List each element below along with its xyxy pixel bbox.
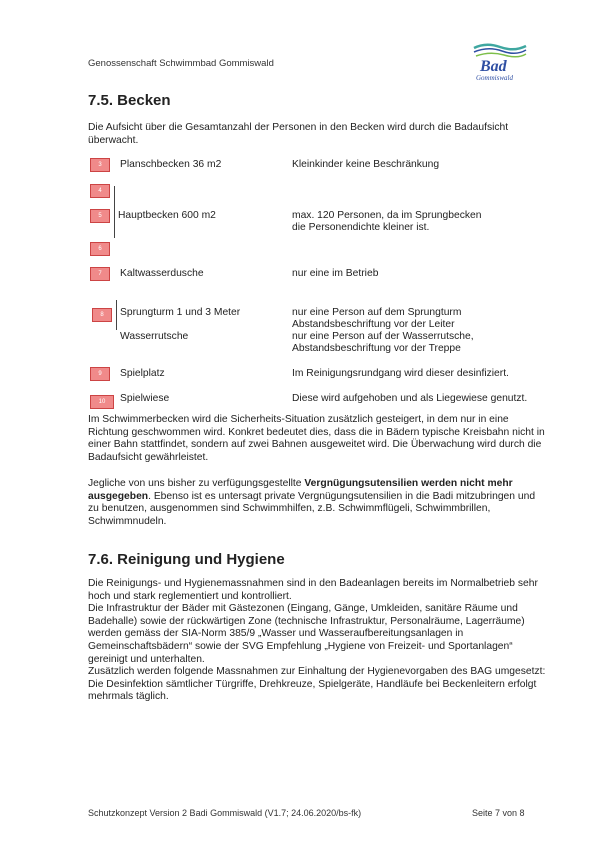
becken-intro: Die Aufsicht über die Gesamtanzahl der Personen in den Becken wird durch die Badaufsicht überwacht. xyxy=(88,122,509,146)
hygiene-line-3: Zusätzlich werden folgende Massnahmen zur Einhaltung der Hygienevorgaben des BAG umgesetzt: xyxy=(88,666,546,678)
section-title-becken: 7.5. Becken xyxy=(88,92,171,109)
hygiene-line-1: Die Reinigungs- und Hygienemassnahmen sind in den Badeanlagen bereits im Normalbetrieb sehr hoch und stark reglementiert und kontrolliert. xyxy=(88,578,538,602)
pool-desc-wasserrutsche-2: Abstandsbeschriftung vor der Treppe xyxy=(292,343,461,354)
pool-name-wasserrutsche: Wasserrutsche xyxy=(120,331,189,342)
paragraph-hygiene xyxy=(88,578,548,704)
pool-badge-7: 7 xyxy=(90,267,110,281)
pool-name-kaltwasserdusche: Kaltwasserdusche xyxy=(120,268,204,279)
hygiene-line-2: Die Infrastruktur der Bäder mit Gästezonen (Eingang, Gänge, Umkleiden, sanitäre Räume und Badehalle) sowie der rückwärtigen Zone (technische Infrastruktur, Personalräume, Lagerräume) werden gemäss der SIA-Norm 385/9 „Wasser und Wasseraufbereitungsanlagen in Gemeinschaftsbädern“ sowie der SVG Empfehlung „Hygiene von Freizeit- und Sportanlagen“ gereinigt und unterhalten. xyxy=(88,603,525,665)
pool-desc-spielplatz: Im Reinigungsrundgang wird dieser desinfiziert. xyxy=(292,368,509,379)
pool-desc-kaltwasserdusche: nur eine im Betrieb xyxy=(292,268,379,279)
hygiene-line-4: Die Desinfektion sämtlicher Türgriffe, Drehkreuze, Spielgeräte, Handläufe bei Beckenleitern erfolgt mehrmals täglich. xyxy=(88,678,537,703)
pool-badge-8: 8 xyxy=(92,308,112,322)
bracket-sprungturm xyxy=(116,300,117,330)
pool-badge-5: 5 xyxy=(90,209,110,223)
paragraph-vergnuegungsutensilien-bold: Vergnügungsutensilien werden nicht mehr ausgegeben xyxy=(88,478,513,502)
pool-desc-wasserrutsche-1: nur eine Person auf der Wasserrutsche, xyxy=(292,331,474,342)
paragraph-vergnuegungsutensilien-b: . Ebenso ist es untersagt private Vergnügungsutensilien in die Badi mitzubringen und zu benutzen, ausgenommen sind Schwimmhilfen, z.B. Schwimmflügeli, Schwimmbrillen, Schwimmnudeln. xyxy=(88,490,536,527)
pool-badge-10: 10 xyxy=(90,395,114,409)
section-title-hygiene: 7.6. Reinigung und Hygiene xyxy=(88,551,285,568)
pool-desc-hauptbecken-2: die Personendichte kleiner ist. xyxy=(292,222,430,233)
paragraph-schwimmerbecken: Im Schwimmerbecken wird die Sicherheits-Situation zusätzlich gesteigert, in dem nur in eine Richtung geschwommen wird. Konkret bedeutet dies, dass die in Bädern typische Kreisbahn nicht in einer Bahn stattfindet, sondern auf zwei Bahnen ausgeweitet wird. Die Überwachung wird durch die Badaufsicht gewährleistet. xyxy=(88,414,545,463)
logo-text-main: Bad xyxy=(480,58,507,75)
pool-desc-spielwiese: Diese wird aufgehoben und als Liegewiese genutzt. xyxy=(292,393,528,404)
pool-badge-6: 6 xyxy=(90,242,110,256)
footer-page-number: Seite 7 von 8 xyxy=(472,808,525,818)
organization-name: Genossenschaft Schwimmbad Gommiswald xyxy=(88,58,274,69)
pool-name-planschbecken: Planschbecken 36 m2 xyxy=(120,159,222,170)
pool-badge-9: 9 xyxy=(90,367,110,381)
bad-gommiswald-logo xyxy=(470,40,530,84)
pool-name-hauptbecken: Hauptbecken 600 m2 xyxy=(118,210,216,221)
pool-desc-sprungturm-2: Abstandsbeschriftung vor der Leiter xyxy=(292,319,455,330)
paragraph-vergnuegungsutensilien xyxy=(88,478,548,528)
paragraph-vergnuegungsutensilien-a: Jegliche von uns bisher zu verfügungsgestellte xyxy=(88,478,305,489)
pool-desc-planschbecken: Kleinkinder keine Beschränkung xyxy=(292,159,440,170)
pool-name-sprungturm: Sprungturm 1 und 3 Meter xyxy=(120,307,241,318)
logo-text-sub: Gommiswald xyxy=(476,74,513,82)
pool-badge-3: 3 xyxy=(90,158,110,172)
pool-name-spielwiese: Spielwiese xyxy=(120,393,170,404)
bracket-hauptbecken xyxy=(114,186,115,238)
pool-desc-hauptbecken-1: max. 120 Personen, da im Sprungbecken xyxy=(292,210,482,221)
footer-document-info: Schutzkonzept Version 2 Badi Gommiswald (V1.7; 24.06.2020/bs-fk) xyxy=(88,808,362,818)
pool-desc-sprungturm-1: nur eine Person auf dem Sprungturm xyxy=(292,307,462,318)
pool-badge-4: 4 xyxy=(90,184,110,198)
pool-name-spielplatz: Spielplatz xyxy=(120,368,165,379)
